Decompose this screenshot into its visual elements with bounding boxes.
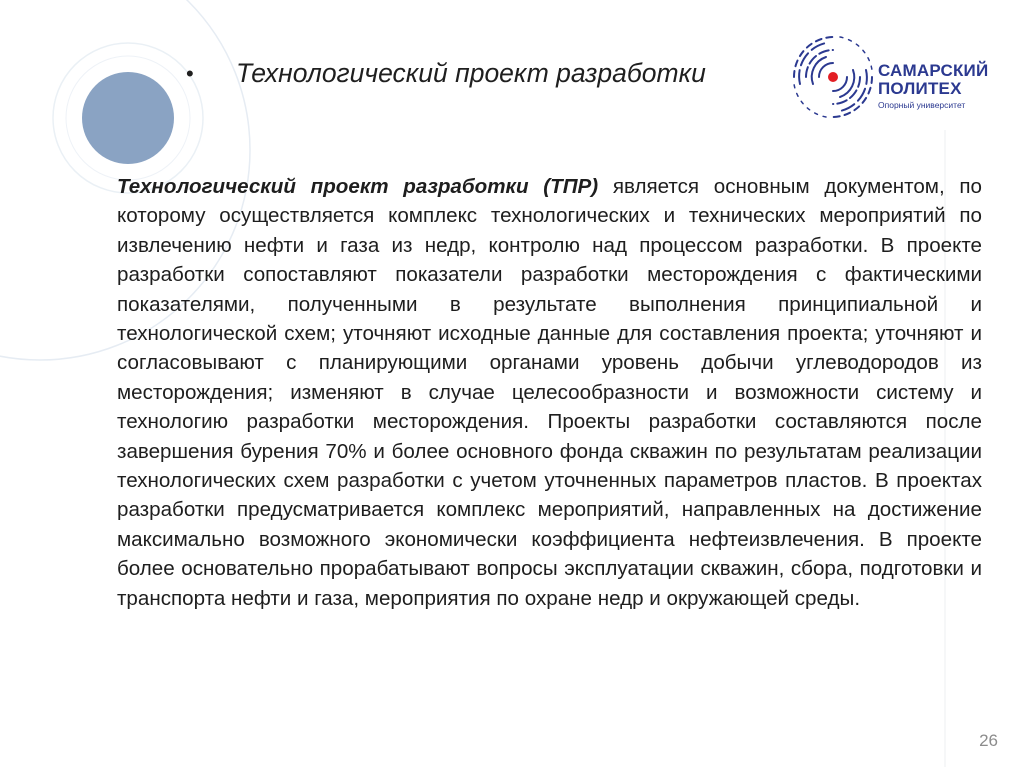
slide-title: Технологический проект разработки <box>236 58 706 88</box>
slide-body-paragraph <box>117 172 982 613</box>
decor-ring-inner <box>66 56 190 180</box>
decor-blue-circle <box>82 72 174 164</box>
samara-polytech-logo <box>788 28 998 126</box>
logo-line2: ПОЛИТЕХ <box>878 79 962 98</box>
title-bullet: • <box>186 60 194 86</box>
logo-emblem-icon <box>788 28 878 126</box>
body-text-rest: является основным документом, по которому осуществляется комплекс технологических и технических мероприятий по извлечению нефти и газа из недр, контролю над процессом разработки. В проекте разработки сопоставляют показатели разработки месторождения с фактическими показателями, полученными в результате выполнения принципиальной и технологической схем; уточняют исходные данные для составления проекта; уточняют и согласовывают с планирующими органами уровень добычи углеводородов из месторождения; изменяют в случае целесообразности и возможности систему и технологию разработки месторождения. Проекты разработки составляются после завершения бурения 70% и более основного фонда скважин по результатам реализации технологических схем разработки с учетом уточненных параметров пластов. В проектах разработки предусматривается комплекс мероприятий, направленных на достижение максимально возможного экономически коэффициента нефтеизвлечения. В проекте более основательно прорабатывают вопросы эксплуатации скважин, сбора, подготовки и транспорта нефти и газа, мероприятия по охране недр и окружающей среды. <box>117 175 983 610</box>
body-lead-term: Технологический проект разработки (ТПР) <box>117 175 599 198</box>
logo-text <box>878 62 988 110</box>
decor-ring <box>53 43 203 193</box>
page-number: 26 <box>979 731 998 750</box>
slide-title-row <box>186 58 706 89</box>
logo-line1: САМАРСКИЙ <box>878 61 989 80</box>
logo-tagline: Опорный университет <box>878 100 966 110</box>
